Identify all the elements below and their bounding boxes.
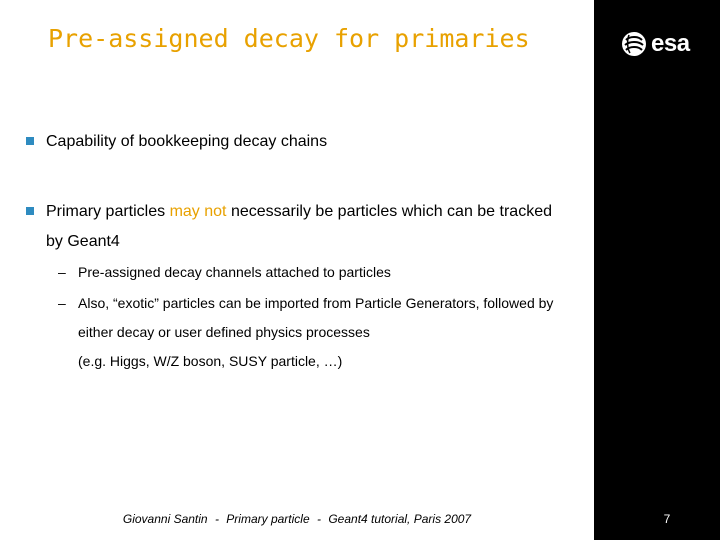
bullet-item xyxy=(26,127,566,157)
sub-bullet-text-continued: (e.g. Higgs, W/Z boson, SUSY particle, …) xyxy=(78,353,343,369)
esa-logo xyxy=(620,30,690,58)
square-bullet-icon xyxy=(26,137,34,145)
bullet-item xyxy=(26,197,566,257)
slide-title: Pre-assigned decay for primaries xyxy=(48,24,530,53)
dash-bullet-icon: – xyxy=(58,264,66,280)
footer-topic: Primary particle xyxy=(226,512,310,526)
bullet-text-start: Primary particles xyxy=(46,203,170,220)
highlighted-phrase: may not xyxy=(169,203,227,220)
slide-footer xyxy=(0,512,594,526)
bullet-text xyxy=(46,197,566,257)
square-bullet-icon xyxy=(26,207,34,215)
sub-bullet-text: Also, “exotic” particles can be imported from Particle Generators, followed by either decay or user defined physics processes xyxy=(78,295,554,340)
sub-bullet-item xyxy=(58,289,558,376)
dash-bullet-icon: – xyxy=(58,295,66,311)
sidebar-band xyxy=(594,0,720,540)
footer-separator: - xyxy=(317,512,321,526)
bullet-text: Capability of bookkeeping decay chains xyxy=(46,133,328,150)
sub-bullet-text: Pre-assigned decay channels attached to particles xyxy=(78,264,391,280)
sub-bullet-item xyxy=(58,258,558,287)
logo-text: esa xyxy=(651,30,690,57)
esa-globe-icon xyxy=(620,30,648,58)
footer-event: Geant4 tutorial, Paris 2007 xyxy=(328,512,472,526)
page-number: 7 xyxy=(663,512,671,526)
bullet-text-end: necessarily be particles which can be tracked by Geant4 xyxy=(46,203,552,250)
footer-separator: - xyxy=(214,512,219,526)
footer-author: Giovanni Santin xyxy=(122,512,208,526)
